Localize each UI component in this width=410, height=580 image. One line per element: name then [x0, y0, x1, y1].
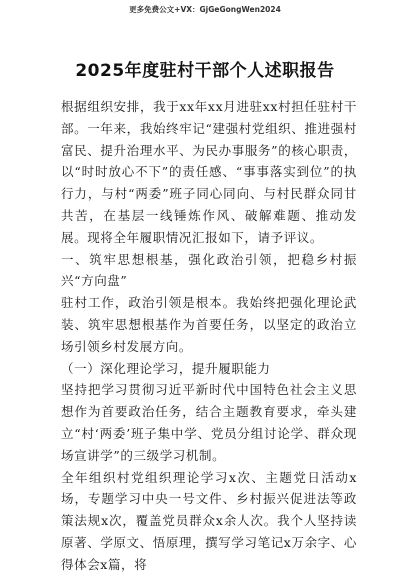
section-paragraph: 驻村工作，政治引领是根本。我始终把强化理论武装、筑牢思想根基作为首要任务，以坚定的政治立场引领乡村发展方向。 [61, 295, 357, 354]
intro-paragraph: 根据组织安排，我于xx年xx月进驻xx村担任驻村干部。一年来，我始终牢记“建强村党组织、推进强村富民、提升治理水平、为民办事服务”的核心职责，以“时时放心不下”的责任感、“事事落实到位”的执行力，与村“两委”班子同心同向、与村民群众同甘共苦，在基层一线锤炼作风、破解难题、推动发展。现将全年履职情况汇报如下，请予评议。 [61, 99, 357, 245]
body-paragraph: 坚持把学习贯彻习近平新时代中国特色社会主义思想作为首要政治任务，结合主题教育要求，牵头建立“村‘两委’班子集中学、党员分组讨论学、群众现场宣讲学”的三级学习机制。 [61, 382, 357, 463]
document-title: 2025年度驻村干部个人述职报告 [75, 61, 335, 81]
document-body [61, 96, 357, 576]
sub-heading: （一）深化理论学习，提升履职能力 [61, 360, 271, 376]
header-note: 更多免费公文+VX：GjGeGongWen2024 [129, 5, 281, 14]
body-paragraph: 全年组织村党组织理论学习x次、主题党日活动x场，专题学习中央一号文件、乡村振兴促进法等政策法规x次，覆盖党员群众x余人次。我个人坚持读原著、学原文、悟原理，撰写学习笔记x万余字、心得体会x篇，将 [61, 469, 357, 572]
section-heading: 一、筑牢思想根基，强化政治引领，把稳乡村振兴“方向盘” [61, 251, 357, 289]
